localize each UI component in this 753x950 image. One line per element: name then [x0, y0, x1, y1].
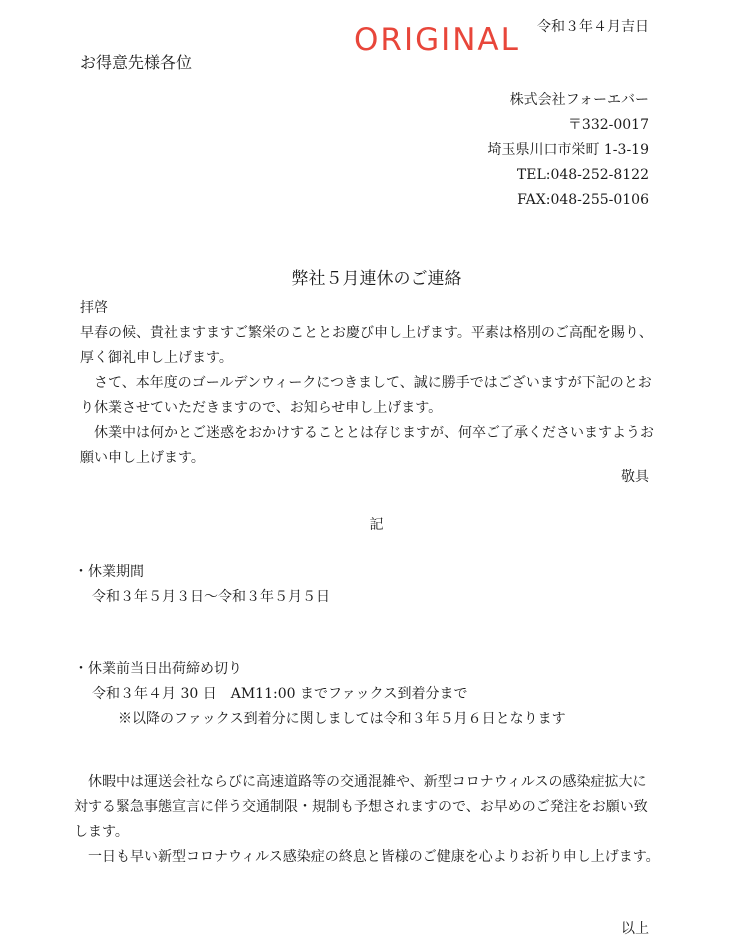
- sender-tel: TEL:048-252-8122: [516, 167, 649, 183]
- shipping-deadline-heading: ・休業前当日出荷締め切り: [74, 661, 242, 677]
- letter-date: 令和３年４月吉日: [537, 19, 649, 35]
- closing-keigu: 敬具: [621, 469, 649, 485]
- sender-block: [487, 88, 649, 213]
- apology-paragraph: 休業中は何かとご迷惑をおかけすることとは存じますが、何卒ご了承くださいますようお願い申し上げます。: [80, 425, 654, 466]
- recipient: お得意先様各位: [80, 53, 193, 72]
- sender-fax: FAX:048-255-0106: [517, 192, 649, 208]
- shipping-deadline-note: ※以降のファックス到着分に関しましては令和３年５月６日となります: [118, 711, 566, 727]
- closure-period-detail: 令和３年５月３日〜令和３年５月５日: [92, 589, 330, 605]
- sender-address: 埼玉県川口市栄町 1-3-19: [487, 142, 649, 158]
- sender-postal: 〒332-0017: [567, 117, 649, 133]
- shipping-deadline-item: [74, 657, 566, 732]
- original-stamp: ORIGINAL: [354, 22, 520, 58]
- traffic-paragraph: 休暇中は運送会社ならびに高速道路等の交通混雑や、新型コロナウィルスの感染症拡大に対する緊急事態宣言に伴う交通制限・規制も予想されますので、お早めのご発注をお願い致します。: [74, 774, 648, 840]
- body-paragraphs: [80, 321, 660, 471]
- shipping-deadline-detail: 令和３年４月 30 日 AM11:00 までファックス到着分まで: [92, 686, 468, 702]
- closure-period-heading: ・休業期間: [74, 564, 144, 580]
- ki-heading: 記: [369, 517, 384, 533]
- footer-paragraphs: [74, 770, 660, 870]
- greeting-paragraph: 早春の候、貴社ますますご繁栄のこととお慶び申し上げます。平素は格別のご高配を賜り、厚く御礼申し上げます。: [80, 325, 653, 366]
- letter-subject: 弊社５月連休のご連絡: [291, 269, 462, 289]
- notice-paragraph: さて、本年度のゴールデンウィークにつきまして、誠に勝手ではございますが下記のとおり休業させていただきますので、お知らせ申し上げます。: [80, 375, 652, 416]
- salutation: 拝啓: [80, 300, 108, 316]
- sender-company: 株式会社フォーエバー: [509, 92, 649, 108]
- closing-ijou: 以上: [621, 921, 649, 937]
- wish-paragraph: 一日も早い新型コロナウィルス感染症の終息と皆様のご健康を心よりお祈り申し上げます。: [88, 849, 660, 865]
- closure-period-item: [74, 560, 330, 610]
